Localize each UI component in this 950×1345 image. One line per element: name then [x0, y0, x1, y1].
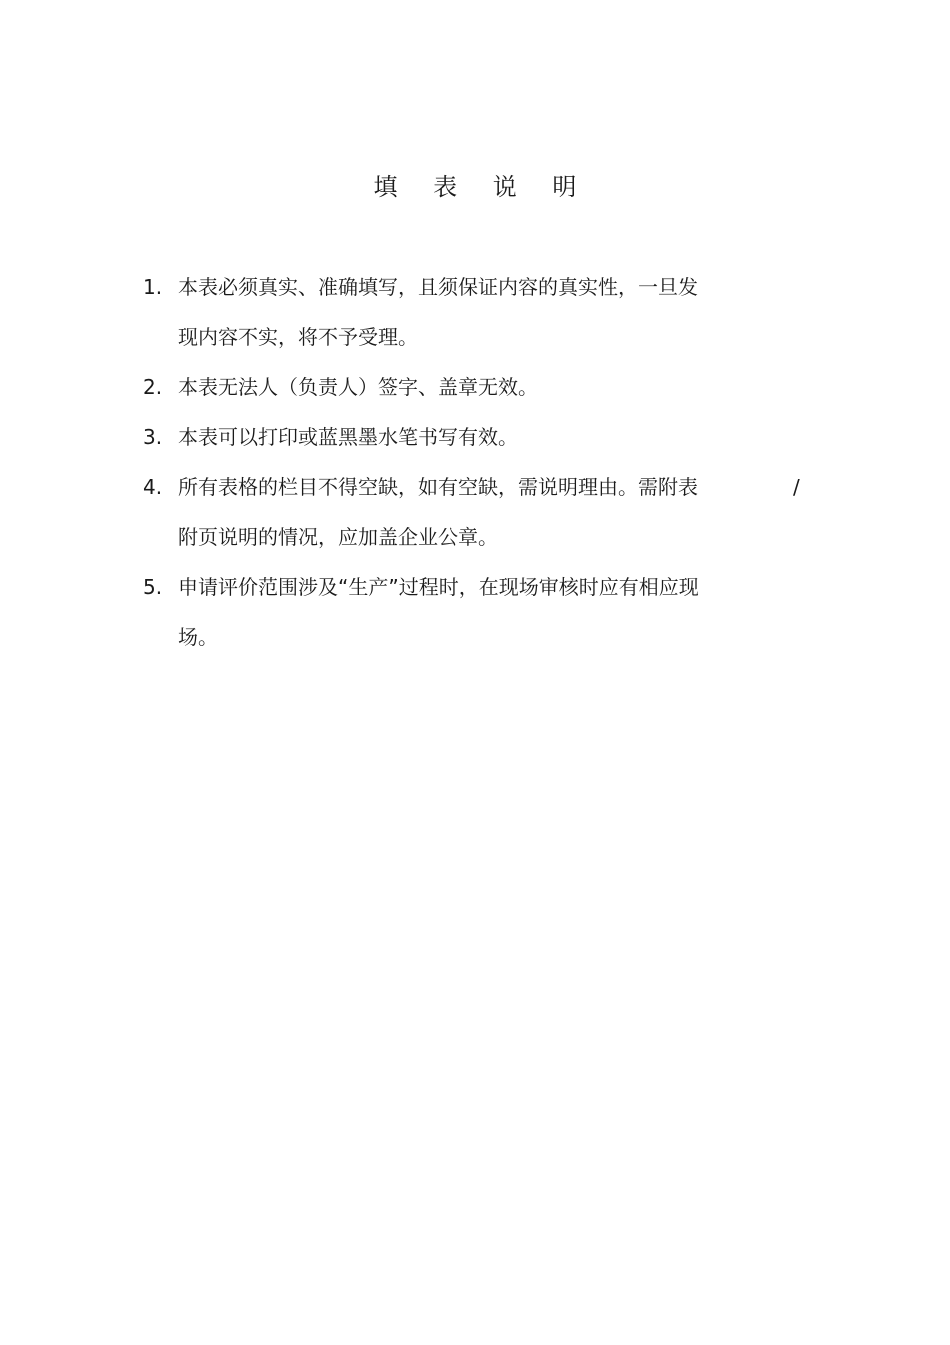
item-slash: / [793, 475, 800, 499]
item-text-line: 场。 [178, 625, 218, 649]
page-title: 填 表 说 明 [373, 173, 591, 201]
item-number: 2. [143, 375, 163, 399]
instruction-item-5 [143, 562, 823, 662]
item-number: 3. [143, 425, 163, 449]
instructions-list [143, 262, 823, 662]
item-text-line: 本表可以打印或蓝黑墨水笔书写有效。 [178, 425, 518, 449]
item-number: 5. [143, 575, 163, 599]
instruction-item-4 [143, 462, 823, 562]
item-text-line: 附页说明的情况，应加盖企业公章。 [178, 525, 498, 549]
item-text-line: 本表无法人（负责人）签字、盖章无效。 [178, 375, 538, 399]
item-number: 1. [143, 275, 163, 299]
instruction-item-2 [143, 362, 823, 412]
item-text-line: 现内容不实，将不予受理。 [178, 325, 418, 349]
item-number: 4. [143, 475, 163, 499]
item-text-line: 所有表格的栏目不得空缺，如有空缺，需说明理由。需附表 [178, 475, 698, 499]
instruction-item-3 [143, 412, 823, 462]
instruction-item-1 [143, 262, 823, 362]
item-text-line: 本表必须真实、准确填写，且须保证内容的真实性，一旦发 [178, 275, 698, 299]
item-text-line: 申请评价范围涉及“生产”过程时，在现场审核时应有相应现 [178, 575, 699, 599]
